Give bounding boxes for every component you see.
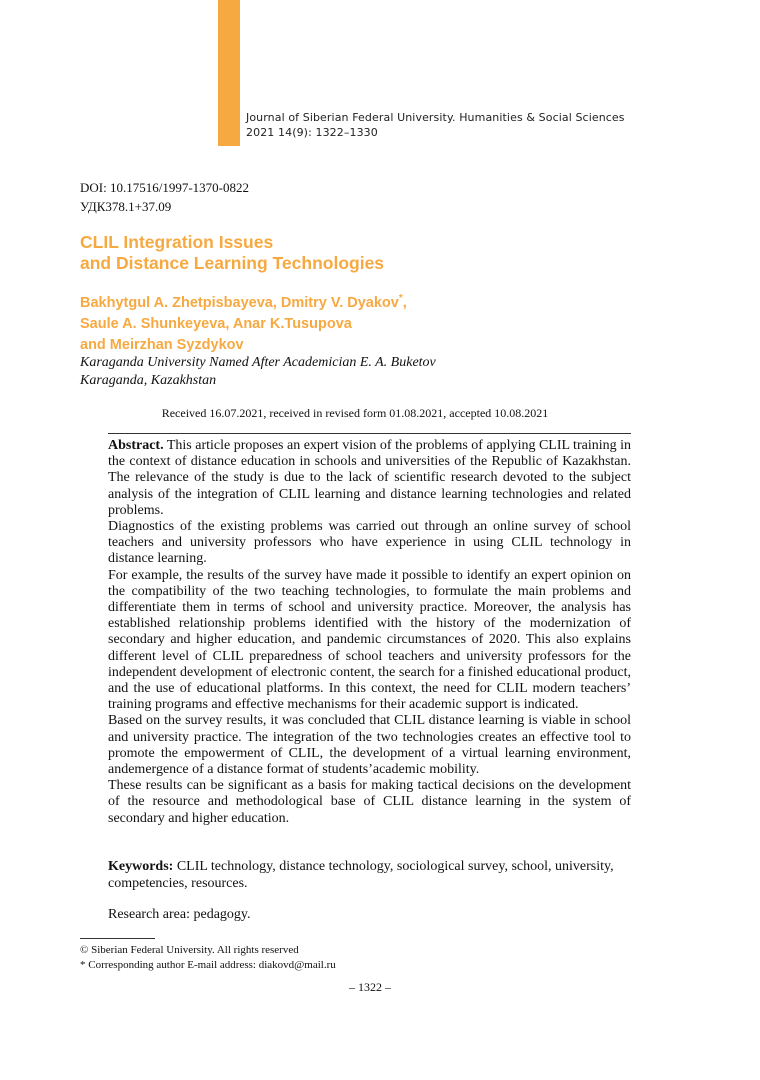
- corresponding-author-note: * Corresponding author E-mail address: diakovd@mail.ru: [80, 959, 336, 971]
- abstract-paragraph-2: Diagnostics of the existing problems was carried out through an online survey of school teachers and university professors who have experience in using CLIL technology in distance learning.: [108, 519, 631, 567]
- affiliation: [80, 354, 436, 390]
- udc: УДК378.1+37.09: [80, 199, 172, 214]
- copyright-note: © Siberian Federal University. All rights reserved: [80, 944, 299, 956]
- abstract-divider: [108, 433, 631, 434]
- author-list: [80, 293, 407, 356]
- authors-line-1: Bakhytgul A. Zhetpisbayeva, Dmitry V. Dyakov*,: [80, 293, 407, 311]
- doi[interactable]: DOI: 10.17516/1997-1370-0822: [80, 180, 249, 195]
- corresponding-author-mark: *: [398, 293, 403, 305]
- abstract-paragraph-5: These results can be significant as a basis for making tactical decisions on the development of the resource and methodological base of CLIL distance learning in the system of secondary and higher education.: [108, 778, 631, 826]
- footnote-divider: [80, 938, 155, 939]
- authors-line-3: and Meirzhan Syzdykov: [80, 337, 244, 353]
- keywords: Keywords: CLIL technology, distance technology, sociological survey, school, university, competencies, resources.: [108, 859, 614, 891]
- journal-issue: 2021 14(9): 1322–1330: [246, 126, 378, 139]
- received-dates: Received 16.07.2021, received in revised form 01.08.2021, accepted 10.08.2021: [161, 406, 549, 420]
- keywords-label: Keywords:: [108, 859, 174, 874]
- footnotes: [80, 943, 336, 973]
- journal-header: [246, 110, 625, 140]
- title-line-1: CLIL Integration Issues: [80, 232, 274, 252]
- article-title: [80, 232, 384, 274]
- page-number: – 1322 –: [349, 980, 391, 994]
- abstract-paragraph-4: Based on the survey results, it was concluded that CLIL distance learning is viable in school and university practice. The integration of the two technologies creates an effective tool to promote the empowerment of CLIL, the development of a virtual learning environment, andemergence of a distance format of students’academic mobility.: [108, 713, 631, 778]
- abstract-paragraph-3: For example, the results of the survey have made it possible to identify an expert opinion on the compatibility of the two teaching technologies, to formulate the main problems and differentiate them in terms of school and university practice. Moreover, the analysis has established relationship problems identified with the history of the modernization of secondary and higher education, and pandemic circumstances of 2020. This also explains different level of CLIL preparedness of school teachers and university professors for the independent development of electronic content, the search for a finished educational product, and the use of educational platforms. In this context, the need for CLIL modern teachers’ training programs and effective mechanisms for their academic support is indicated.: [108, 567, 631, 713]
- abstract-paragraph-1: Abstract. This article proposes an expert vision of the problems of applying CLIL training in the context of distance education in schools and universities of the Republic of Kazakhstan. The relevance of the study is due to the lack of scientific research devoted to the subject analysis of the integration of CLIL learning and distance learning technologies and related problems.: [108, 438, 631, 518]
- article-meta: [80, 178, 249, 216]
- journal-name: Journal of Siberian Federal University. Humanities & Social Sciences: [246, 111, 625, 124]
- research-area: Research area: pedagogy.: [108, 907, 251, 922]
- abstract-label: Abstract.: [108, 438, 164, 453]
- affiliation-city: Karaganda, Kazakhstan: [80, 373, 217, 388]
- authors-line-2: Saule A. Shunkeyeva, Anar K.Tusupova: [80, 316, 352, 332]
- title-line-2: and Distance Learning Technologies: [80, 253, 385, 273]
- abstract: [108, 438, 631, 827]
- journal-accent-bar: [218, 0, 240, 146]
- affiliation-institution: Karaganda University Named After Academician E. A. Buketov: [80, 355, 436, 370]
